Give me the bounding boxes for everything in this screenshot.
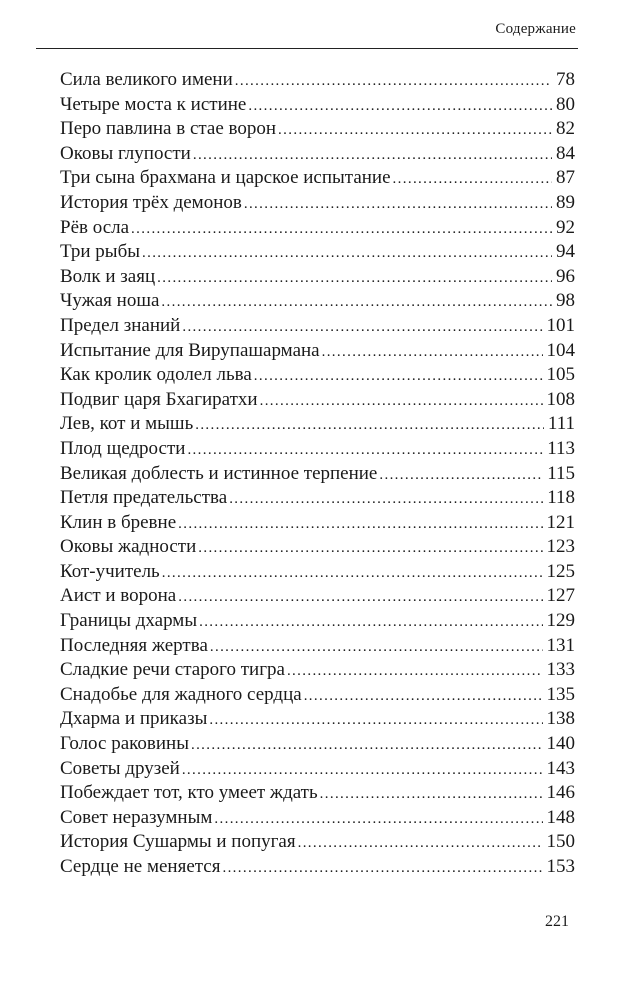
dot-leader (304, 684, 543, 709)
toc-entry (60, 314, 575, 339)
toc-entry-page: 135 (546, 683, 575, 705)
toc-entry-title: Снадобье для жадного сердца (60, 683, 302, 705)
toc-entry-title: Голос раковины (60, 733, 189, 755)
toc-entry-title: Великая доблесть и истинное терпение (60, 462, 378, 484)
toc-entry (60, 216, 575, 241)
toc-entry-page: 127 (546, 585, 575, 607)
dot-leader (157, 266, 552, 291)
dot-leader (278, 118, 552, 143)
toc-entry (60, 289, 575, 314)
dot-leader (214, 807, 542, 832)
toc-entry-page: 153 (546, 856, 575, 877)
toc-entry-title: Последняя жертва (60, 634, 208, 656)
toc-entry-page: 143 (546, 757, 575, 779)
toc-entry (60, 683, 575, 708)
toc-entry-title: Петля предательства (60, 487, 228, 509)
toc-entry (60, 560, 575, 585)
toc-entry (60, 339, 575, 364)
dot-leader (178, 512, 542, 537)
toc-entry-title: Лев, кот и мышь (60, 413, 194, 435)
toc-entry-title: Три рыбы (60, 241, 140, 263)
toc-entry-title: Клин в бревне (60, 511, 177, 533)
toc-entry (60, 511, 575, 536)
dot-leader (222, 856, 542, 881)
toc-entry-page: 123 (546, 536, 575, 558)
toc-entry-title: Совет неразумным (60, 806, 213, 828)
toc-entry (60, 855, 575, 880)
dot-leader (260, 389, 543, 414)
toc-entry (60, 806, 575, 831)
header-rule (36, 48, 578, 49)
dot-leader (162, 561, 543, 586)
toc-entry-title: Оковы глупости (60, 142, 191, 164)
toc-entry-title: Побеждает тот, кто умеет ждать (60, 782, 318, 804)
toc-entry-page: 125 (546, 560, 575, 582)
toc-entry (60, 363, 575, 388)
dot-leader (198, 536, 542, 561)
running-head: Содержание (495, 21, 576, 37)
toc-entry (60, 93, 575, 118)
toc-entry-page: 96 (556, 265, 575, 287)
toc-entry (60, 535, 575, 560)
toc-entry-page: 131 (546, 634, 575, 656)
toc-entry-title: Чужая ноша (60, 290, 160, 312)
toc-entry-page: 133 (546, 659, 575, 681)
toc-entry-page: 94 (556, 241, 575, 263)
toc-entry (60, 265, 575, 290)
toc-entry (60, 634, 575, 659)
toc-entry-page: 104 (546, 339, 575, 361)
toc-entry (60, 166, 575, 191)
toc-entry-title: Подвиг царя Бхагиратхи (60, 388, 258, 410)
toc-entry-title: Предел знаний (60, 314, 181, 336)
dot-leader (209, 708, 542, 733)
toc-entry (60, 142, 575, 167)
toc-entry (60, 240, 575, 265)
toc-entry-title: Границы дхармы (60, 610, 198, 632)
dot-leader (254, 364, 543, 389)
dot-leader (379, 463, 543, 488)
toc-entry-page: 92 (556, 216, 575, 238)
dot-leader (191, 733, 543, 758)
toc-entry (60, 191, 575, 216)
dot-leader (195, 413, 544, 438)
dot-leader (178, 585, 542, 610)
page-number: 221 (545, 913, 569, 930)
toc-entry (60, 412, 575, 437)
toc-entry-page: 84 (556, 142, 575, 164)
toc-entry-title: Перо павлина в стае ворон (60, 118, 277, 140)
dot-leader (235, 69, 552, 94)
dot-leader (287, 659, 543, 684)
toc-entry-title: Рёв осла (60, 216, 130, 238)
toc-entry-title: Советы друзей (60, 757, 180, 779)
toc-entry-page: 148 (546, 806, 575, 828)
toc-entry-title: Оковы жадности (60, 536, 197, 558)
toc-entry-title: Сердце не меняется (60, 856, 221, 877)
toc-entry-title: Плод щедрости (60, 437, 186, 459)
toc-entry-title: Испытание для Вирупашармана (60, 339, 320, 361)
toc-entry-title: Как кролик одолел льва (60, 364, 252, 386)
dot-leader (393, 167, 552, 192)
dot-leader (182, 315, 542, 340)
toc-entry-page: 150 (546, 831, 575, 853)
toc-entry-page: 98 (556, 290, 575, 312)
toc-entry (60, 388, 575, 413)
toc-entry (60, 658, 575, 683)
toc-entry (60, 117, 575, 142)
table-of-contents (60, 68, 575, 880)
toc-entry (60, 609, 575, 634)
dot-leader (187, 438, 543, 463)
toc-entry (60, 437, 575, 462)
toc-entry (60, 707, 575, 732)
dot-leader (210, 635, 543, 660)
toc-entry-page: 118 (547, 487, 575, 509)
toc-entry-title: Три сына брахмана и царское испытание (60, 167, 391, 189)
dot-leader (199, 610, 542, 635)
toc-entry-page: 80 (556, 93, 575, 115)
dot-leader (320, 782, 543, 807)
toc-entry-page: 140 (546, 733, 575, 755)
toc-entry-page: 138 (546, 708, 575, 730)
toc-entry-page: 78 (556, 69, 575, 90)
toc-entry (60, 830, 575, 855)
toc-entry-page: 82 (556, 118, 575, 140)
dot-leader (322, 340, 543, 365)
toc-entry (60, 462, 575, 487)
dot-leader (244, 192, 552, 217)
toc-entry-title: Сила великого имени (60, 69, 233, 90)
toc-entry (60, 757, 575, 782)
dot-leader (229, 487, 543, 512)
toc-entry-title: Дхарма и приказы (60, 708, 208, 730)
dot-leader (298, 831, 543, 856)
toc-entry-page: 129 (546, 610, 575, 632)
dot-leader (248, 94, 552, 119)
toc-entry-page: 111 (547, 413, 575, 435)
toc-entry-page: 113 (547, 437, 575, 459)
toc-entry-title: Сладкие речи старого тигра (60, 659, 285, 681)
toc-entry-title: Волк и заяц (60, 265, 156, 287)
dot-leader (193, 143, 552, 168)
toc-entry-page: 87 (556, 167, 575, 189)
toc-entry-title: Кот-учитель (60, 560, 160, 582)
toc-entry-title: История трёх демонов (60, 191, 242, 213)
dot-leader (131, 217, 552, 242)
toc-entry-title: Четыре моста к истине (60, 93, 247, 115)
toc-entry (60, 68, 575, 93)
toc-entry (60, 486, 575, 511)
toc-entry-title: История Сушармы и попугая (60, 831, 296, 853)
toc-entry (60, 781, 575, 806)
toc-entry-page: 89 (556, 191, 575, 213)
toc-entry-page: 146 (546, 782, 575, 804)
dot-leader (161, 290, 552, 315)
toc-entry-page: 101 (546, 314, 575, 336)
toc-entry-page: 115 (547, 462, 575, 484)
toc-entry (60, 584, 575, 609)
toc-entry (60, 732, 575, 757)
dot-leader (182, 758, 543, 783)
dot-leader (142, 241, 552, 266)
toc-entry-page: 105 (546, 364, 575, 386)
toc-entry-page: 121 (546, 511, 575, 533)
toc-entry-title: Аист и ворона (60, 585, 177, 607)
toc-entry-page: 108 (546, 388, 575, 410)
